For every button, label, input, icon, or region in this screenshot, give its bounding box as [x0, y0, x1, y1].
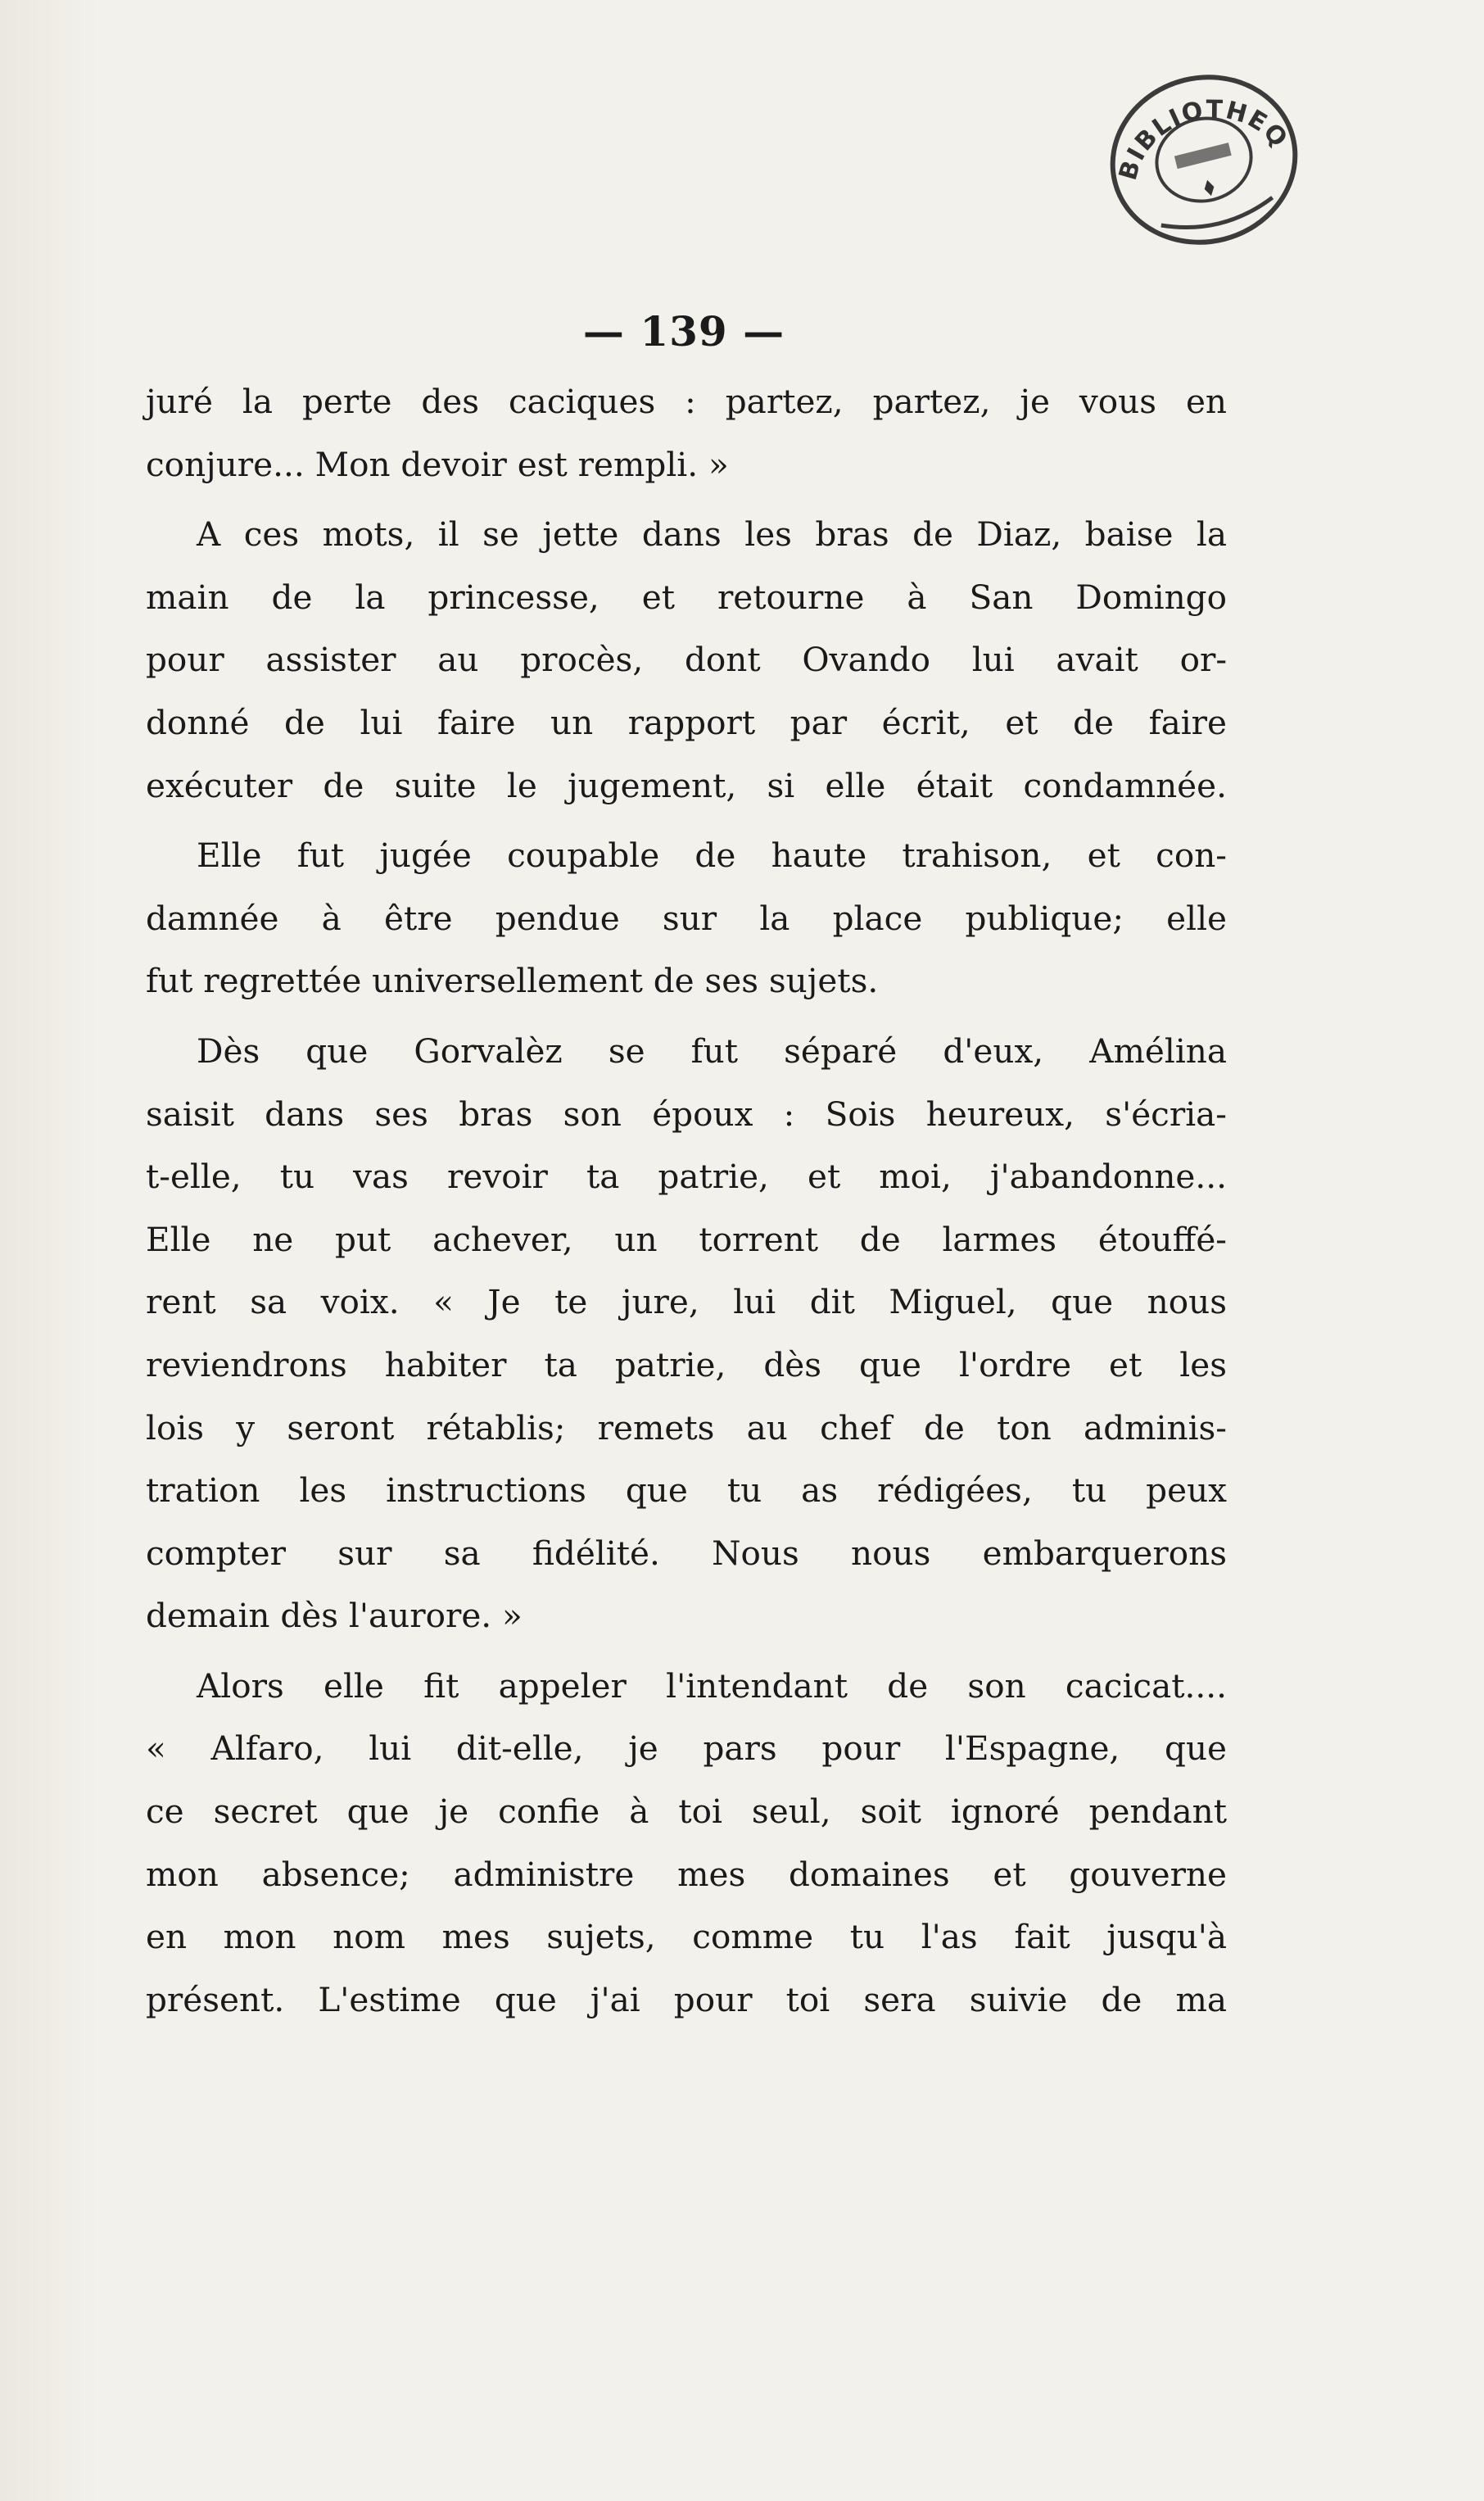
text-line: tration les instructions que tu as rédigées, tu peux [146, 1470, 1227, 1511]
text-line: juré la perte des caciques : partez, partez, je vous en [146, 382, 1227, 421]
text-line: demain dès l'aurore. » [146, 1596, 523, 1636]
text-line: A ces mots, il se jette dans les bras de Diaz, baise la [197, 514, 1227, 555]
svg-text:BIBLIOTHEQUE: BIBLIOTHEQUE [1113, 95, 1294, 183]
text-line: pour assister au procès, dont Ovando lui avait or- [146, 640, 1227, 680]
text-line: t-elle, tu vas revoir ta patrie, et moi, j'abandonne... [146, 1157, 1227, 1197]
page-number: — 139 — [582, 307, 785, 356]
text-line: Alors elle fit appeler l'intendant de son cacicat.... [197, 1665, 1227, 1706]
text-line: Elle ne put achever, un torrent de larmes étouffé- [146, 1219, 1227, 1259]
text-line: Elle fut jugée coupable de haute trahison, et con- [197, 836, 1227, 876]
text-line: présent. L'estime que j'ai pour toi sera suivie de ma [146, 1979, 1227, 2019]
paragraph [146, 370, 1227, 496]
text-line: « Alfaro, lui dit-elle, je pars pour l'Espagne, que [146, 1728, 1227, 1769]
library-stamp [1097, 57, 1310, 262]
paragraph [146, 824, 1227, 1013]
paragraph [146, 1020, 1227, 1647]
text-line: lois y seront rétablis; remets au chef de ton adminis- [146, 1407, 1227, 1448]
text-line: reviendrons habiter ta patrie, dès que l'ordre et les [146, 1344, 1227, 1384]
text-line: damnée à être pendue sur la place publique; elle [146, 898, 1227, 938]
text-line: donné de lui faire un rapport par écrit, et de faire [146, 702, 1227, 742]
text-line: Dès que Gorvalèz se fut séparé d'eux, Amélina [197, 1031, 1227, 1071]
paragraph [146, 503, 1227, 817]
text-line: conjure... Mon devoir est rempli. » [146, 444, 729, 484]
text-line: exécuter de suite le jugement, si elle était condamnée. [146, 765, 1227, 805]
text-line: main de la princesse, et retourne à San Domingo [146, 577, 1227, 617]
text-line: ce secret que je confie à toi seul, soit ignoré pendant [146, 1792, 1227, 1832]
text-line: en mon nom mes sujets, comme tu l'as fait jusqu'à [146, 1917, 1227, 1957]
text-line: fut regrettée universellement de ses sujets. [146, 961, 879, 1001]
text-line: mon absence; administre mes domaines et gouverne [146, 1854, 1227, 1894]
text-line: rent sa voix. « Je te jure, lui dit Miguel, que nous [146, 1282, 1227, 1322]
text-line: compter sur sa fidélité. Nous nous embarquerons [146, 1533, 1227, 1573]
body-text [146, 370, 1227, 2031]
paragraph [146, 1655, 1227, 2032]
text-line: saisit dans ses bras son époux : Sois heureux, s'écria- [146, 1094, 1227, 1134]
